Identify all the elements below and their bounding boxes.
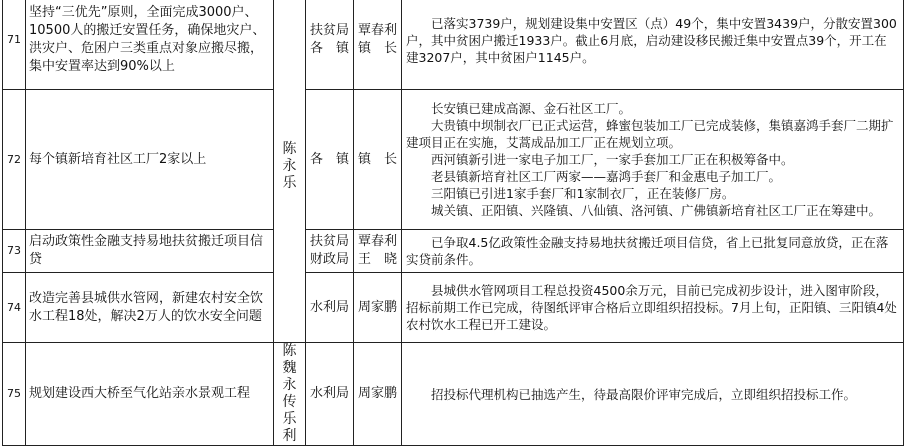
- table-row: [3, 273, 904, 343]
- unit-cell: [306, 230, 354, 273]
- leader-char: 陈: [282, 141, 297, 157]
- leader-char: 永传: [282, 377, 297, 410]
- leader-char: 乐利: [282, 411, 297, 444]
- progress-cell: [402, 90, 904, 230]
- progress-text: 西河镇新引进一家电子加工厂，一家手套加工厂正在积极筹备中。: [431, 152, 794, 167]
- progress-text: 城关镇、正阳镇、兴隆镇、八仙镇、洛河镇、广佛镇新培育社区工厂正在筹建中。: [431, 203, 882, 218]
- row-number: 72: [3, 90, 26, 230]
- progress-text: 已争取4.5亿政策性金融支持易地扶贫搬迁项目信贷，省上已批复同意放贷，正在落实贷前条件。: [406, 235, 889, 267]
- leader-cell: [274, 0, 306, 343]
- person-cell: [354, 90, 402, 230]
- progress-cell: [402, 0, 904, 90]
- progress-text: 大贵镇中坝制衣厂已正式运营，蜂蜜包装加工厂已完成装修，集镇嘉鸿手套厂二期扩建项目正在实施，艾蒿成品加工厂正在规划立项。: [406, 118, 894, 150]
- row-number: 73: [3, 230, 26, 273]
- unit-name: 扶贫局: [309, 23, 349, 38]
- person-name: 镇 长: [357, 41, 397, 56]
- task-cell: 每个镇新培育社区工厂2家以上: [26, 90, 274, 230]
- progress-text: 招投标代理机构已抽选产生，待最高限价评审完成后，立即组织招投标工作。: [431, 386, 857, 402]
- progress-cell: [402, 343, 904, 446]
- progress-text: 三阳镇已引进1家手套厂和1家制衣厂，正在装修厂房。: [431, 186, 735, 201]
- unit-cell: [306, 273, 354, 343]
- person-name: 周家鹏: [357, 386, 397, 401]
- task-cell: 启动政策性金融支持易地扶贫搬迁项目信贷: [26, 230, 274, 273]
- leader-char: 永: [282, 158, 297, 174]
- row-number: 75: [3, 343, 26, 446]
- person-cell: [354, 230, 402, 273]
- progress-cell: [402, 230, 904, 273]
- progress-text: 县城供水管网项目工程总投资4500余万元，目前已完成初步设计，进入图审阶段，招标前期工作已完成，待图纸评审合格后立即组织招投标。7月上旬，正阳镇、三阳镇4处农村饮水工程已开工建设。: [406, 283, 897, 332]
- unit-cell: [306, 0, 354, 90]
- work-progress-table: [2, 0, 904, 446]
- unit-name: 财政局: [309, 252, 349, 267]
- person-name: 王 晓: [357, 252, 397, 267]
- task-cell: 规划建设西大桥至气化站亲水景观工程: [26, 343, 274, 446]
- person-name: 覃春利: [357, 234, 397, 249]
- person-cell: [354, 273, 402, 343]
- leader-cell: [274, 343, 306, 446]
- person-name: 周家鹏: [357, 299, 397, 315]
- unit-name: 水利局: [309, 386, 349, 401]
- task-cell: 改造完善县城供水管网，新建农村安全饮水工程18处，解决2万人的饮水安全问题: [26, 273, 274, 343]
- person-name: 镇 长: [357, 151, 397, 167]
- unit-cell: [306, 343, 354, 446]
- unit-name: 水利局: [309, 299, 349, 315]
- table-row: [3, 90, 904, 230]
- unit-name: 扶贫局: [309, 234, 349, 249]
- unit-name: 各 镇: [309, 151, 349, 167]
- person-cell: [354, 343, 402, 446]
- task-cell: 坚持“三优先”原则，全面完成3000户、10500人的搬迁安置任务，确保地灾户、洪灾户、危困户三类重点对象应搬尽搬，集中安置率达到90%以上: [26, 0, 274, 90]
- progress-text: 长安镇已建成高源、金石社区工厂。: [431, 101, 632, 116]
- leader-char: 陈魏: [282, 343, 297, 376]
- table-row: [3, 0, 904, 90]
- person-cell: [354, 0, 402, 90]
- person-name: 覃春利: [357, 23, 397, 38]
- row-number: 71: [3, 0, 26, 90]
- table-row: [3, 230, 904, 273]
- progress-text: 已落实3739户，规划建设集中安置区（点）49个，集中安置3439户，分散安置300户，其中贫困户搬迁1933户。截止6月底，启动建设移民搬迁集中安置点39个，开工在建3207户，其中贫困户1145户。: [406, 15, 897, 65]
- unit-cell: [306, 90, 354, 230]
- table-row: [3, 343, 904, 446]
- leader-char: 乐: [282, 175, 297, 191]
- progress-cell: [402, 273, 904, 343]
- progress-text: 老县镇新培育社区工厂两家——嘉鸿手套厂和金惠电子加工厂。: [431, 169, 782, 184]
- row-number: 74: [3, 273, 26, 343]
- unit-name: 各 镇: [309, 41, 349, 56]
